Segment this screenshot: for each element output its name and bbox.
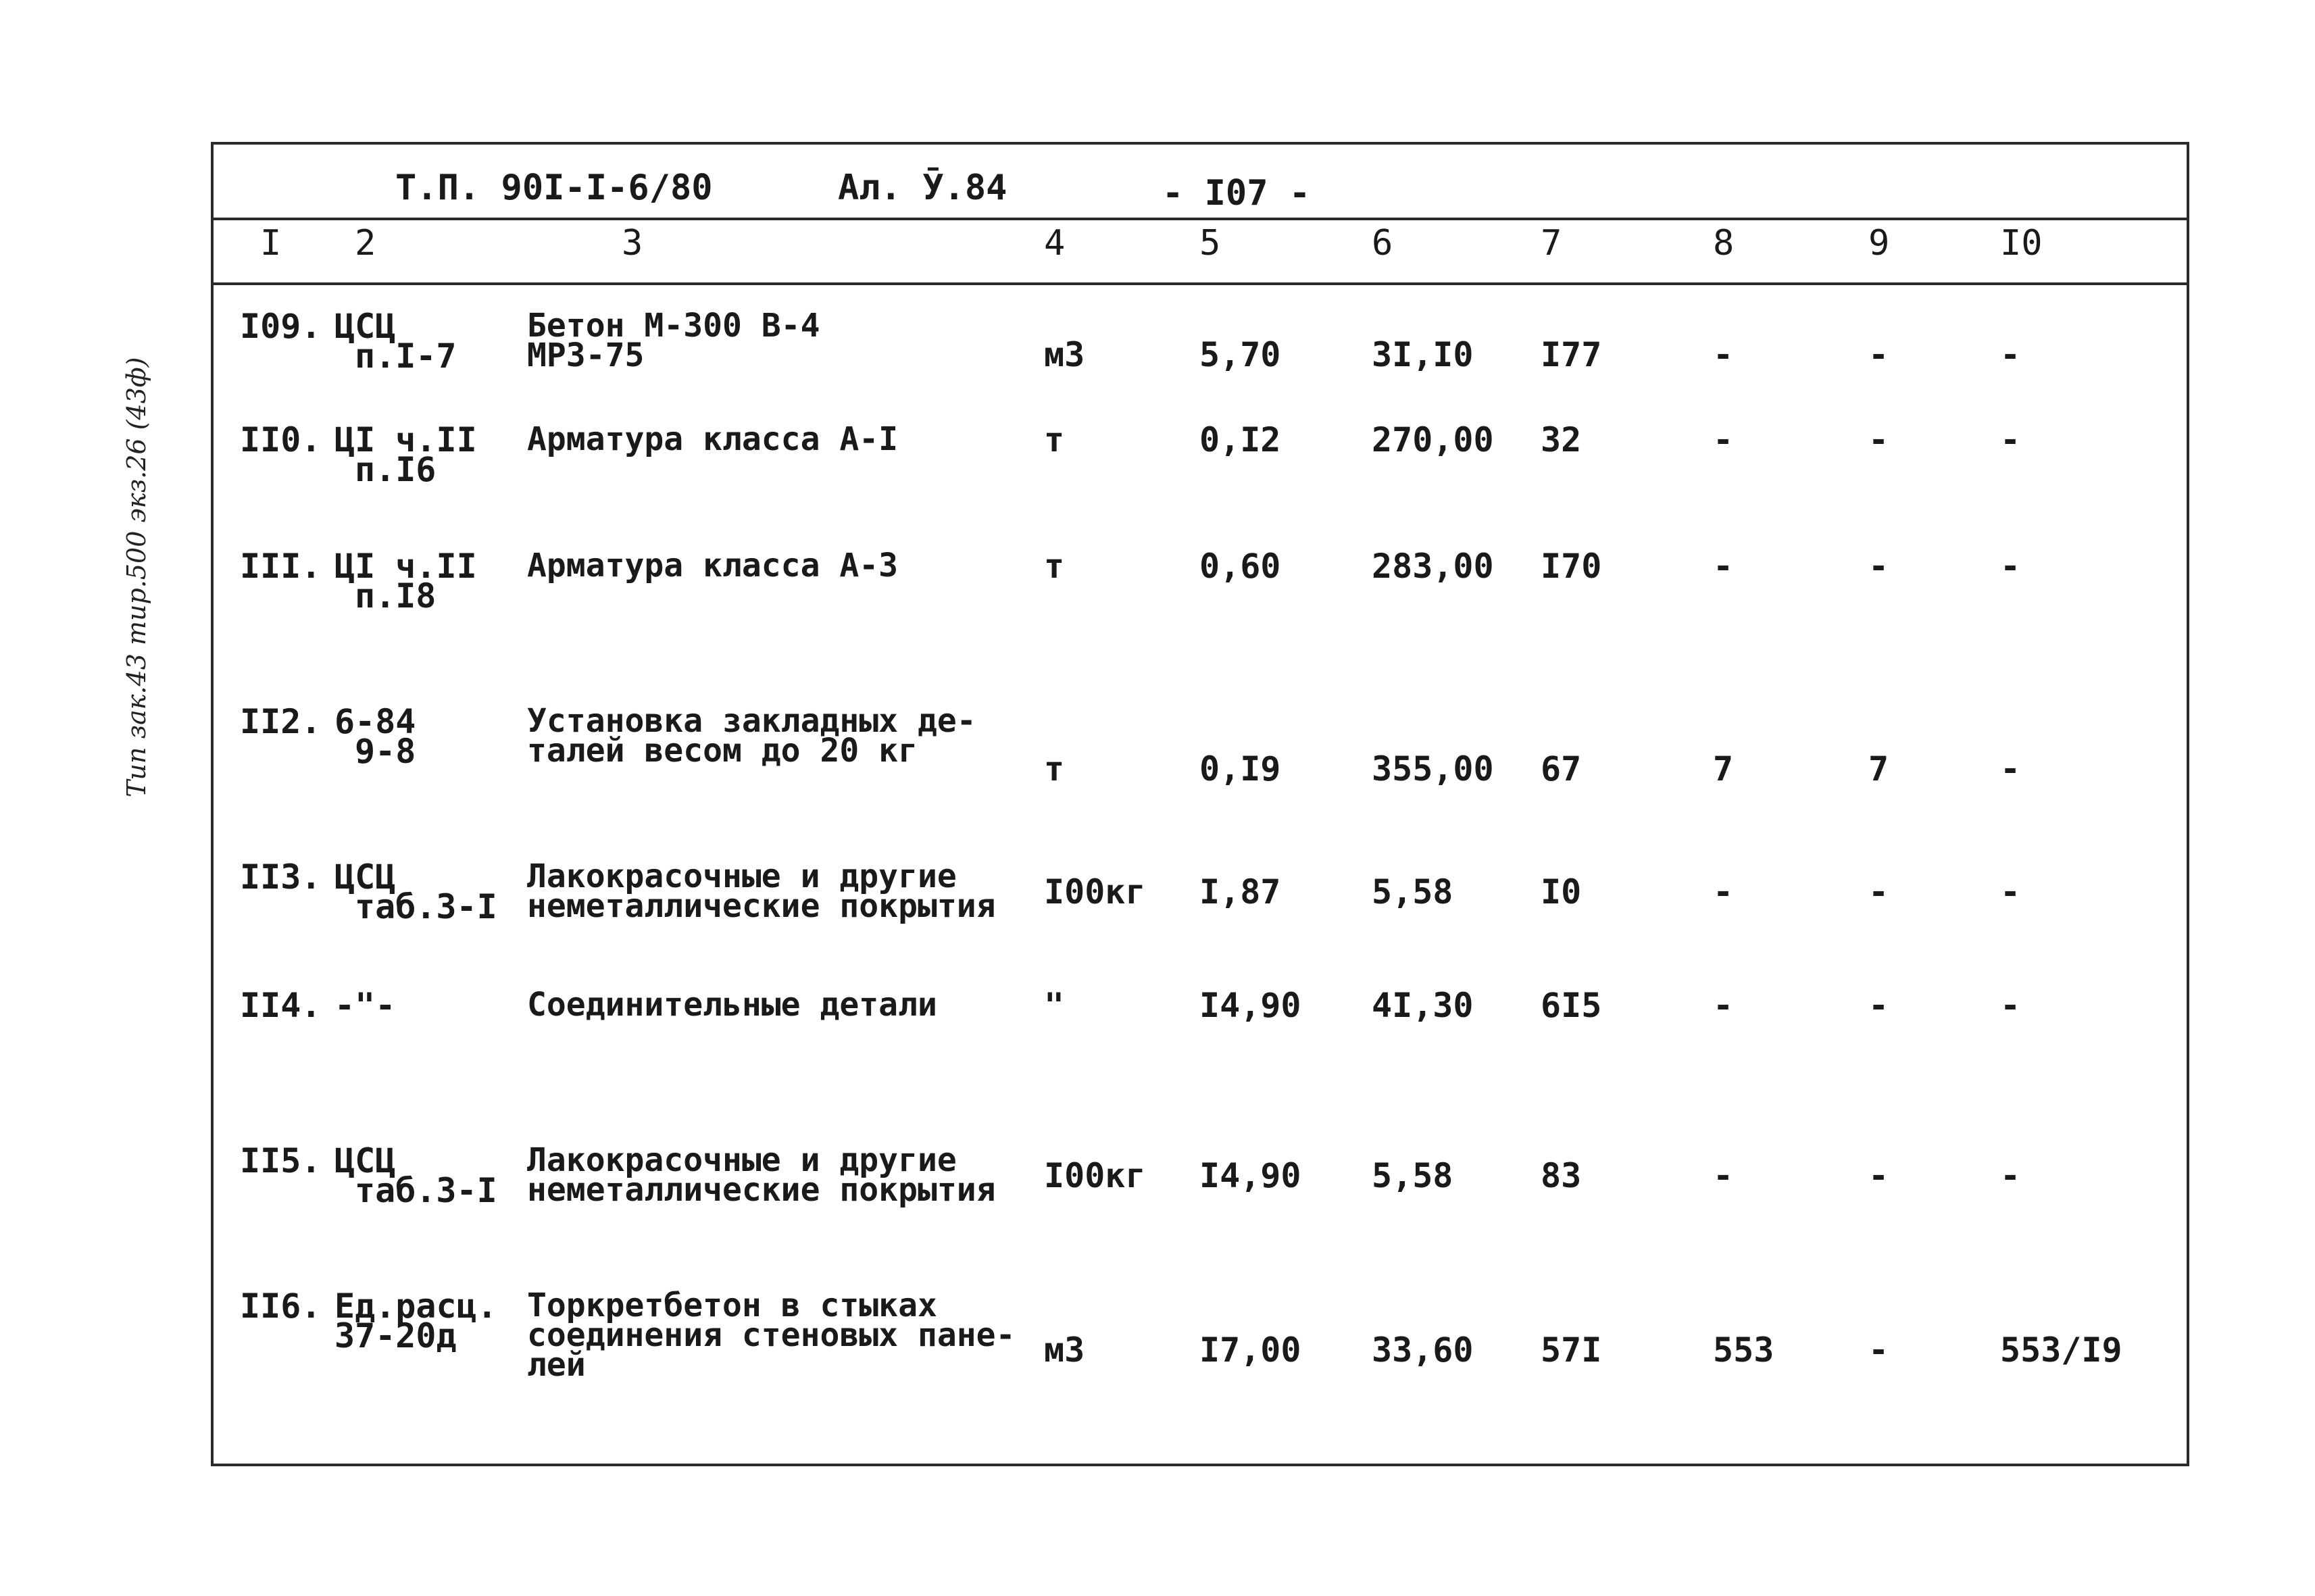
row-total: 6I5 — [1541, 986, 1602, 1025]
row-col9: - — [1868, 986, 1889, 1025]
row-total: I70 — [1541, 547, 1602, 586]
row-code: 6-84 — [334, 702, 416, 741]
row-quantity: I,87 — [1199, 872, 1281, 912]
row-unit-price: 5,58 — [1372, 872, 1453, 912]
row-col10: - — [2000, 872, 2021, 912]
row-unit-price: 270,00 — [1372, 420, 1494, 459]
row-total: I77 — [1541, 335, 1602, 374]
column-header-8: 8 — [1713, 223, 1735, 264]
row-description: Арматура класса А-I — [527, 420, 899, 458]
row-col8: 553 — [1713, 1330, 1774, 1370]
row-code: 37-20д — [334, 1316, 457, 1355]
row-col9: - — [1868, 335, 1889, 374]
row-unit: т — [1044, 547, 1065, 586]
row-description: лей — [527, 1346, 586, 1384]
row-col9: 7 — [1868, 749, 1889, 789]
row-code: таб.3-I — [355, 887, 497, 926]
row-description: талей весом до 20 кг — [527, 732, 918, 770]
row-description: Арматура класса А-3 — [527, 547, 899, 584]
row-col10: - — [2000, 547, 2021, 586]
row-unit-price: 4I,30 — [1372, 986, 1474, 1025]
row-col9: - — [1868, 1330, 1889, 1370]
row-total: 67 — [1541, 749, 1582, 789]
row-number: II0. — [240, 420, 322, 459]
row-quantity: I4,90 — [1199, 986, 1301, 1025]
column-header-9: 9 — [1868, 223, 1890, 264]
row-number: II2. — [240, 702, 322, 741]
side-note: Тип зак.43 тир.500 экз.26 (43ф) — [122, 357, 151, 797]
row-unit-price: 283,00 — [1372, 547, 1494, 586]
row-code: таб.3-I — [355, 1171, 497, 1210]
row-code: -"- — [334, 986, 396, 1025]
row-quantity: I4,90 — [1199, 1156, 1301, 1195]
row-unit-price: 3I,I0 — [1372, 335, 1474, 374]
row-quantity: 0,I2 — [1199, 420, 1281, 459]
column-header-4: 4 — [1044, 223, 1066, 264]
row-code: ЦСЦ — [334, 857, 396, 897]
row-unit: I00кг — [1044, 872, 1146, 912]
row-col10: - — [2000, 986, 2021, 1025]
row-code: ЦI ч.II — [334, 420, 477, 459]
row-col8: - — [1713, 547, 1734, 586]
page-number: - I07 - — [1162, 173, 1311, 214]
row-col10: - — [2000, 749, 2021, 789]
row-number: II4. — [240, 986, 322, 1025]
row-unit-price: 5,58 — [1372, 1156, 1453, 1195]
row-number: II3. — [240, 857, 322, 897]
row-number: III. — [240, 547, 322, 586]
row-col10: - — [2000, 1156, 2021, 1195]
column-header-2: 2 — [355, 223, 376, 264]
row-code: ЦСЦ — [334, 307, 396, 346]
row-col8: - — [1713, 1156, 1734, 1195]
row-unit: м3 — [1044, 335, 1085, 374]
row-col8: - — [1713, 872, 1734, 912]
row-unit-price: 33,60 — [1372, 1330, 1474, 1370]
row-unit: I00кг — [1044, 1156, 1146, 1195]
album-number: Ал. Ӯ.84 — [838, 168, 1007, 208]
row-col10: 553/I9 — [2000, 1330, 2122, 1370]
row-col8: - — [1713, 420, 1734, 459]
row-code: п.I8 — [355, 576, 437, 616]
row-unit: " — [1044, 986, 1065, 1025]
row-unit: т — [1044, 749, 1065, 789]
row-code: Ед.расц. — [334, 1287, 497, 1326]
column-header-divider — [211, 282, 2189, 285]
row-unit-price: 355,00 — [1372, 749, 1494, 789]
row-description: Лакокрасочные и другие — [527, 1141, 957, 1179]
row-col9: - — [1868, 547, 1889, 586]
row-description: МРЗ-75 — [527, 336, 645, 374]
doc-code: Т.П. 90I-I-6/80 — [395, 168, 713, 208]
column-header-1: I — [260, 223, 282, 264]
row-description: соединения стеновых пане- — [527, 1316, 1016, 1354]
row-description: Бетон М-300 В-4 — [527, 307, 820, 345]
row-total: I0 — [1541, 872, 1582, 912]
row-code: ЦI ч.II — [334, 547, 477, 586]
column-header-7: 7 — [1541, 223, 1562, 264]
row-col10: - — [2000, 335, 2021, 374]
row-quantity: I7,00 — [1199, 1330, 1301, 1370]
row-description: Соединительные детали — [527, 986, 937, 1024]
row-col9: - — [1868, 872, 1889, 912]
row-code: п.I6 — [355, 450, 437, 489]
row-quantity: 5,70 — [1199, 335, 1281, 374]
column-header-5: 5 — [1199, 223, 1221, 264]
row-quantity: 0,60 — [1199, 547, 1281, 586]
row-total: 32 — [1541, 420, 1582, 459]
row-number: I09. — [240, 307, 322, 346]
row-col9: - — [1868, 420, 1889, 459]
row-description: Торкретбетон в стыках — [527, 1287, 937, 1324]
row-description: неметаллические покрытия — [527, 887, 996, 925]
row-col8: - — [1713, 335, 1734, 374]
row-col8: 7 — [1713, 749, 1734, 789]
row-description: Установка закладных де- — [527, 702, 976, 740]
row-col8: - — [1713, 986, 1734, 1025]
row-description: Лакокрасочные и другие — [527, 857, 957, 895]
row-code: п.I-7 — [355, 336, 457, 376]
row-description: неметаллические покрытия — [527, 1171, 996, 1209]
row-unit: м3 — [1044, 1330, 1085, 1370]
row-total: 83 — [1541, 1156, 1582, 1195]
row-col10: - — [2000, 420, 2021, 459]
row-col9: - — [1868, 1156, 1889, 1195]
row-code: 9-8 — [355, 732, 416, 771]
row-number: II6. — [240, 1287, 322, 1326]
column-header-10: I0 — [2000, 223, 2043, 264]
column-header-3: 3 — [622, 223, 643, 264]
row-code: ЦСЦ — [334, 1141, 396, 1180]
header-divider — [211, 218, 2189, 220]
row-unit: т — [1044, 420, 1065, 459]
column-header-6: 6 — [1372, 223, 1393, 264]
row-total: 57I — [1541, 1330, 1602, 1370]
row-number: II5. — [240, 1141, 322, 1180]
row-quantity: 0,I9 — [1199, 749, 1281, 789]
